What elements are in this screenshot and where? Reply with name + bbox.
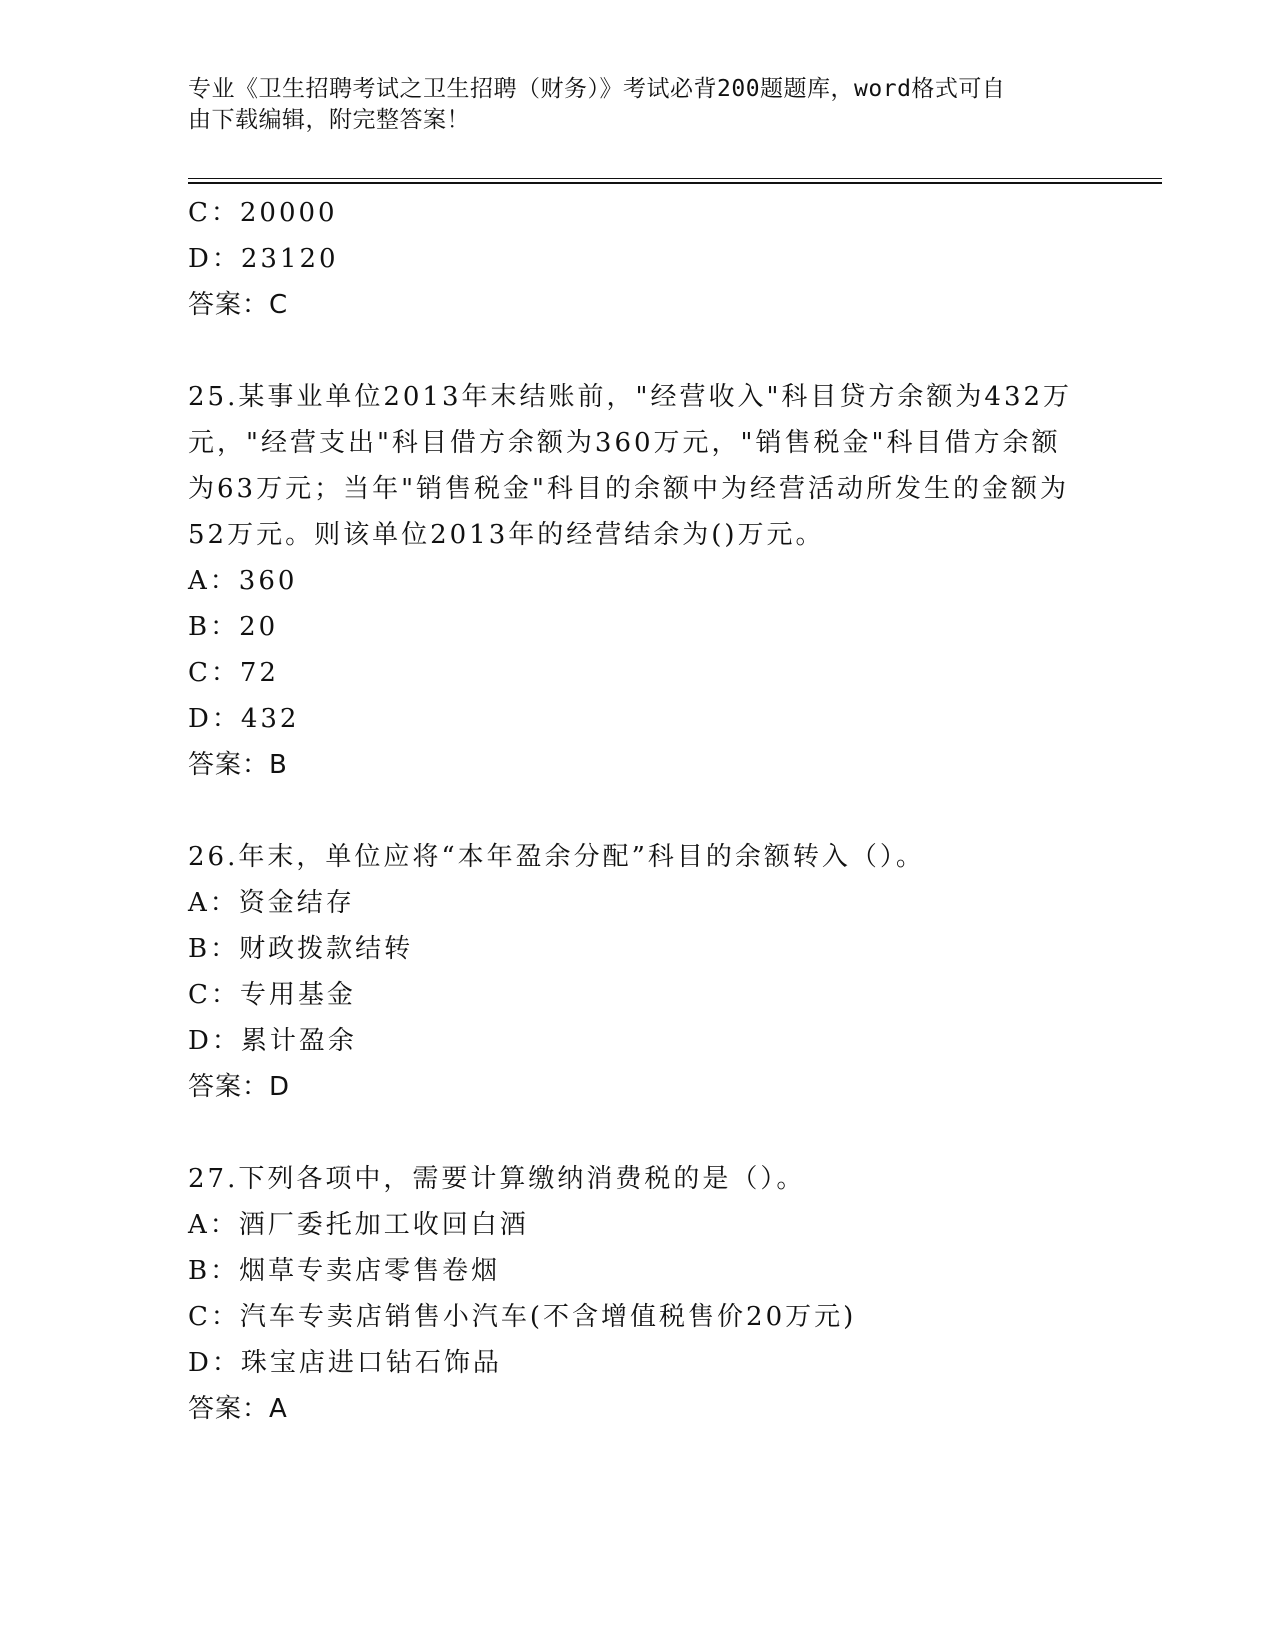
question-stem-line: 26.年末，单位应将“本年盈余分配”科目的余额转入（）。: [188, 842, 925, 872]
question-stem-line: 25.某事业单位2013年末结账前，"经营收入"科目贷方余额为432万: [188, 382, 1073, 412]
option-a: A：酒厂委托加工收回白酒: [188, 1210, 529, 1240]
question-list: [188, 190, 1088, 1432]
option-c: C：专用基金: [188, 980, 356, 1010]
answer-line: 答案：B: [188, 750, 288, 780]
option-a: A：360: [188, 566, 298, 596]
answer-line: 答案：D: [188, 1072, 291, 1102]
question-26: [188, 834, 1088, 1110]
question-27: [188, 1156, 1088, 1432]
question-24-tail: [188, 190, 1088, 328]
option-c: C：汽车专卖店销售小汽车(不含增值税售价20万元): [188, 1302, 857, 1332]
option-b: B：20: [188, 612, 279, 642]
option-d: D：432: [188, 704, 300, 734]
spacer: [188, 328, 1088, 374]
question-25: [188, 374, 1088, 788]
question-stem-line: 元，"经营支出"科目借方余额为360万元，"销售税金"科目借方余额: [188, 428, 1061, 458]
option-c: C：20000: [188, 198, 338, 228]
option-b: B：财政拨款结转: [188, 934, 414, 964]
spacer: [188, 788, 1088, 834]
header-divider-thick: [188, 182, 1162, 184]
option-d: D：累计盈余: [188, 1026, 357, 1056]
header-divider-thin: [188, 178, 1162, 179]
header-title-line-1: 专业《卫生招聘考试之卫生招聘（财务）》考试必背200题题库，word格式可自: [188, 76, 1006, 102]
option-b: B：烟草专卖店零售卷烟: [188, 1256, 501, 1286]
option-a: A：资金结存: [188, 888, 355, 918]
question-stem-line: 为63万元；当年"销售税金"科目的余额中为经营活动所发生的金额为: [188, 474, 1070, 504]
option-c: C：72: [188, 658, 279, 688]
answer-line: 答案：C: [188, 290, 289, 320]
spacer: [188, 1110, 1088, 1156]
question-stem-line: 52万元。则该单位2013年的经营结余为()万元。: [188, 520, 825, 550]
question-stem-line: 27.下列各项中，需要计算缴纳消费税的是（）。: [188, 1164, 806, 1194]
document-header: [188, 74, 1068, 136]
answer-line: 答案：A: [188, 1394, 288, 1424]
option-d: D：珠宝店进口钻石饰品: [188, 1348, 502, 1378]
option-d: D：23120: [188, 244, 339, 274]
header-title-line-2: 由下载编辑，附完整答案！: [188, 107, 470, 133]
